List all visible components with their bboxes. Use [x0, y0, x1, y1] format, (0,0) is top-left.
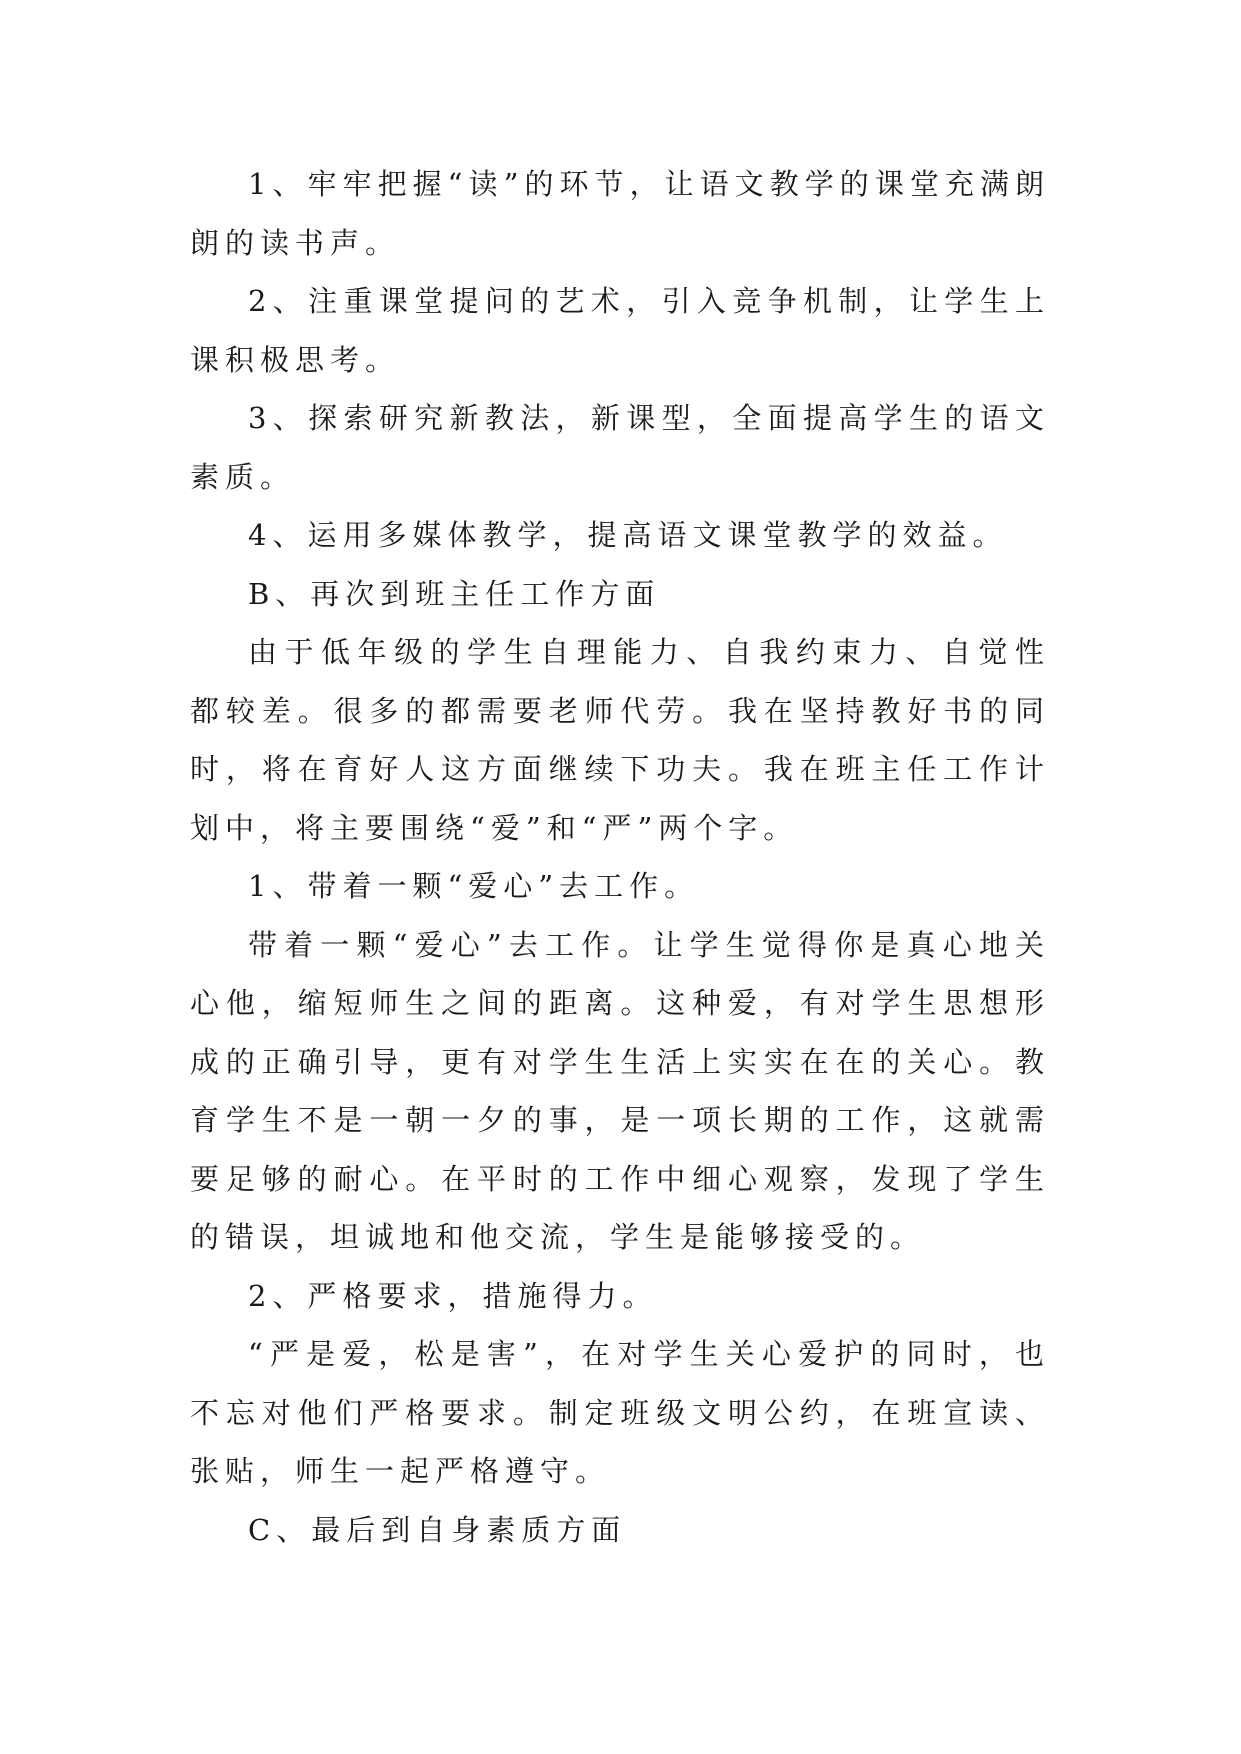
paragraph-questioning: 2、注重课堂提问的艺术，引入竞争机制，让学生上课积极思考。 [190, 284, 1050, 377]
document-body [190, 155, 1050, 1559]
paragraph-strict: “严是爱，松是害”，在对学生关心爱护的同时，也不忘对他们严格要求。制定班级文明公约，在班宣读、张贴，师生一起严格遵守。 [190, 1337, 1050, 1488]
paragraph-class-teacher-intro: 由于低年级的学生自理能力、自我约束力、自觉性都较差。很多的都需要老师代劳。我在坚持教好书的同时，将在育好人这方面继续下功夫。我在班主任工作计划中，将主要围绕“爱”和“严”两个字。 [190, 635, 1050, 845]
paragraph-multimedia: 4、运用多媒体教学，提高语文课堂教学的效益。 [248, 518, 1008, 552]
section-heading-c: C、最后到自身素质方面 [248, 1512, 627, 1547]
section-heading-b: B、再次到班主任工作方面 [248, 576, 661, 611]
paragraph-new-methods: 3、探索研究新教法，新课型，全面提高学生的语文素质。 [190, 401, 1050, 494]
subheading-strict: 2、严格要求，措施得力。 [248, 1278, 658, 1313]
paragraph-love: 带着一颗“爱心”去工作。让学生觉得你是真心地关心他，缩短师生之间的距离。这种爱，有对学生思想形成的正确引导，更有对学生生活上实实在在的关心。教育学生不是一朝一夕的事，是一项长期的工作，这就需要足够的耐心。在平时的工作中细心观察，发现了学生的错误，坦诚地和他交流，学生是能够接受的。 [190, 927, 1050, 1254]
paragraph-reading: 1、牢牢把握“读”的环节，让语文教学的课堂充满朗朗的读书声。 [190, 167, 1050, 260]
subheading-love: 1、带着一颗“爱心”去工作。 [248, 869, 700, 903]
